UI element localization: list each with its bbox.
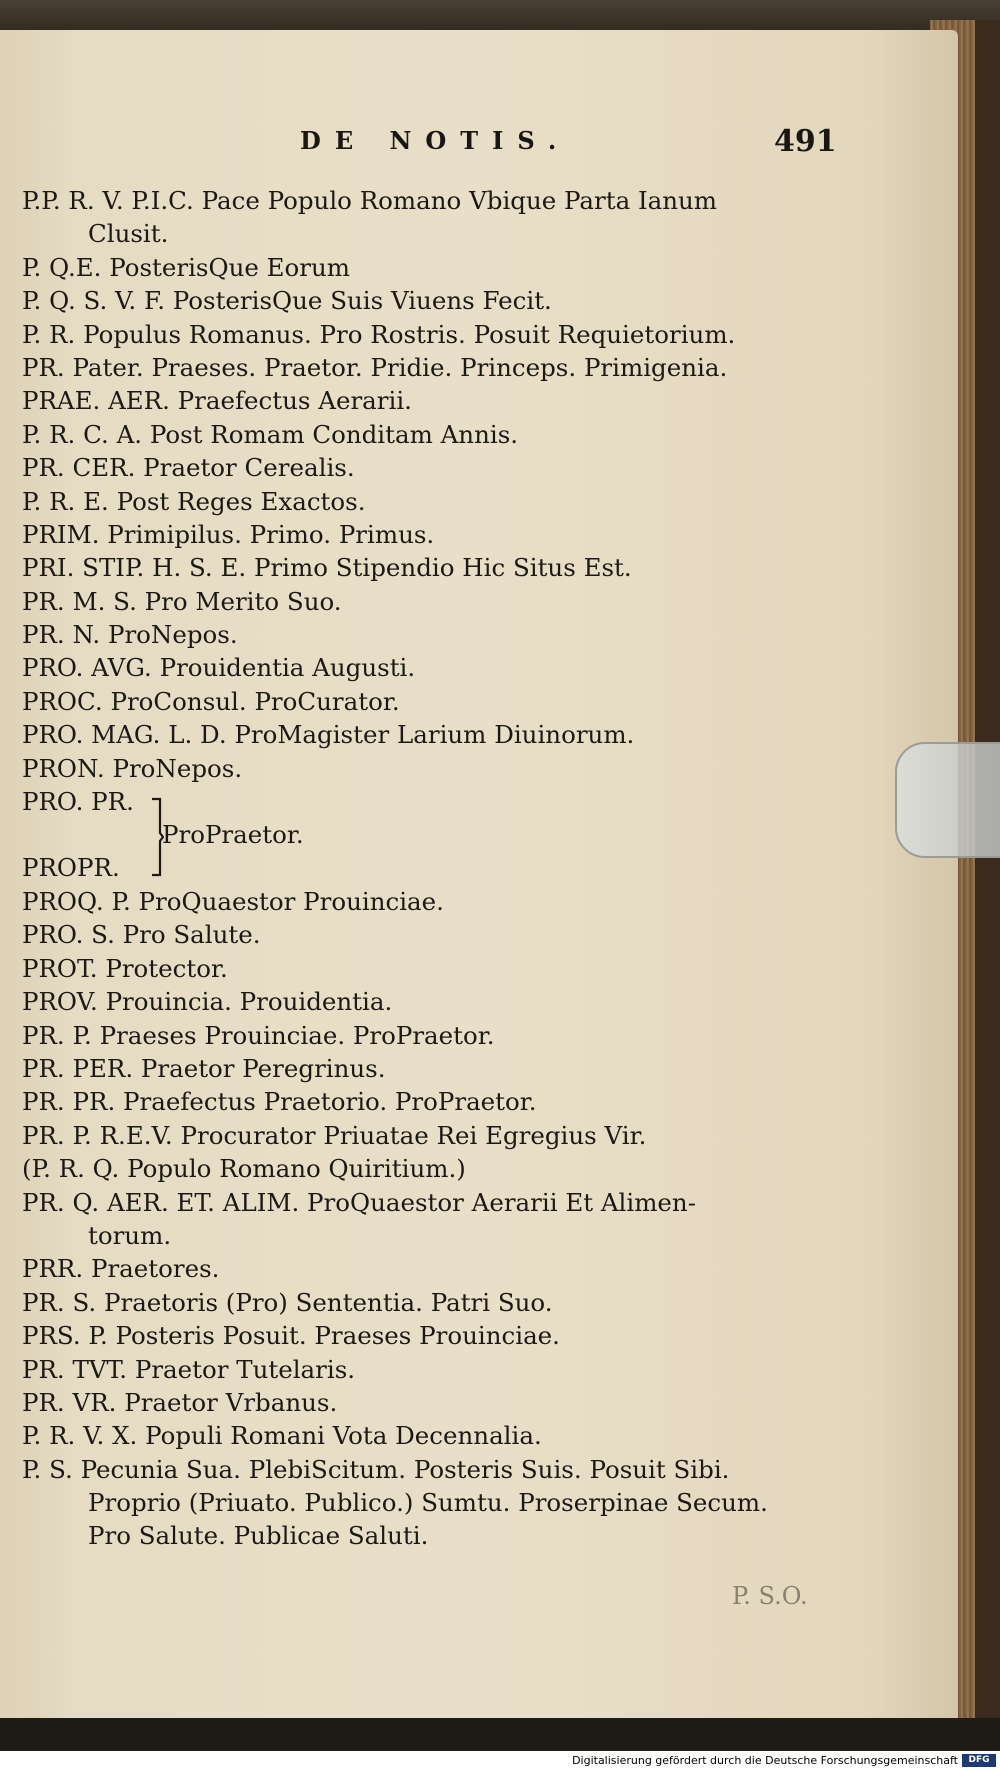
abbreviation-entry: PRO. S. Pro Salute. xyxy=(22,920,261,950)
abbreviation-entry: PROC. ProConsul. ProCurator. xyxy=(22,686,400,716)
bracket-line-1: PRO. PR. xyxy=(22,787,134,817)
funding-credit: Digitalisierung gefördert durch die Deutsche Forschungsgemeinschaft xyxy=(572,1754,958,1767)
entry-continuation: Clusit. xyxy=(88,219,169,249)
abbreviation-entry: PR. P. R.E.V. Procurator Priuatae Rei Egregius Vir. xyxy=(22,1120,647,1150)
abbreviation-entry: PRO. AVG. Prouidentia Augusti. xyxy=(22,653,416,683)
abbreviation-entry: P. S. Pecunia Sua. PlebiScitum. Posteris Suis. Posuit Sibi. xyxy=(22,1454,730,1484)
abbreviation-entry: P.P. R. V. P.I.C. Pace Populo Romano Vbique Parta Ianum xyxy=(22,186,718,215)
abbreviation-entry: PR. VR. Praetor Vrbanus. xyxy=(22,1387,338,1417)
abbreviation-entry: PRR. Praetores. xyxy=(22,1254,220,1284)
abbreviation-entry: P. R. C. A. Post Romam Conditam Annis. xyxy=(22,419,519,449)
catchword: P. S.O. xyxy=(732,1582,808,1610)
abbreviation-entry: PRON. ProNepos. xyxy=(22,753,243,783)
abbreviation-entry: PROT. Protector. xyxy=(22,953,228,983)
abbreviation-entry: PROQ. P. ProQuaestor Prouinciae. xyxy=(22,887,444,917)
abbreviation-entry: PRO. MAG. L. D. ProMagister Larium Diuinorum. xyxy=(22,720,635,750)
bracket-line-2: PROPR. xyxy=(22,853,120,883)
abbreviation-entry: P. R. V. X. Populi Romani Vota Decennalia. xyxy=(22,1421,542,1451)
abbreviation-entry: PR. P. Praeses Prouinciae. ProPraetor. xyxy=(22,1020,495,1050)
abbreviation-entry: PR. CER. Praetor Cerealis. xyxy=(22,453,355,483)
abbreviation-entry: PR. PER. Praetor Peregrinus. xyxy=(22,1053,386,1083)
abbreviation-entry: PRAE. AER. Praefectus Aerarii. xyxy=(22,386,412,416)
book-binding-edge xyxy=(975,20,1000,1720)
abbreviation-entry: PRI. STIP. H. S. E. Primo Stipendio Hic Situs Est. xyxy=(22,553,632,583)
abbreviation-entry: PRS. P. Posteris Posuit. Praeses Prouinciae. xyxy=(22,1321,560,1351)
abbreviation-entry: PRIM. Primipilus. Primo. Primus. xyxy=(22,519,435,549)
abbreviation-entry: P. R. Populus Romanus. Pro Rostris. Posuit Requietorium. xyxy=(22,319,736,349)
page-clip xyxy=(895,742,1000,858)
abbreviation-entry: PR. Pater. Praeses. Praetor. Pridie. Princeps. Primigenia. xyxy=(22,352,728,382)
abbreviation-entry: (P. R. Q. Populo Romano Quiritium.) xyxy=(22,1154,466,1184)
abbreviation-entry: PR. M. S. Pro Merito Suo. xyxy=(22,586,342,616)
abbreviation-entry: P. R. E. Post Reges Exactos. xyxy=(22,486,366,516)
abbreviation-list xyxy=(22,184,862,1553)
abbreviation-entry: PR. S. Praetoris (Pro) Sententia. Patri Suo. xyxy=(22,1287,553,1317)
entry-continuation: torum. xyxy=(88,1220,172,1250)
abbreviation-entry: P. Q.E. PosterisQue Eorum xyxy=(22,252,350,282)
entry-continuation: Proprio (Priuato. Publico.) Sumtu. Proserpinae Secum. xyxy=(88,1488,768,1518)
page-number: 491 xyxy=(774,124,837,159)
abbreviation-entry: PR. TVT. Praetor Tutelaris. xyxy=(22,1354,356,1384)
footer xyxy=(0,1751,1000,1771)
running-head: DE NOTIS. xyxy=(300,126,571,155)
bracket-expansion: ProPraetor. xyxy=(162,820,304,850)
bottom-shadow xyxy=(0,1718,1000,1751)
entry-continuation: Pro Salute. Publicae Saluti. xyxy=(88,1521,429,1551)
abbreviation-entry: P. Q. S. V. F. PosterisQue Suis Viuens Fecit. xyxy=(22,286,552,316)
abbreviation-entry: PROV. Prouincia. Prouidentia. xyxy=(22,987,393,1017)
abbreviation-entry: PR. Q. AER. ET. ALIM. ProQuaestor Aerarii Et Alimen- xyxy=(22,1187,696,1217)
abbreviation-entry: PR. N. ProNepos. xyxy=(22,620,238,650)
dfg-logo: DFG xyxy=(962,1754,996,1767)
abbreviation-entry: PR. PR. Praefectus Praetorio. ProPraetor. xyxy=(22,1087,537,1117)
bracket-entry xyxy=(22,785,862,885)
